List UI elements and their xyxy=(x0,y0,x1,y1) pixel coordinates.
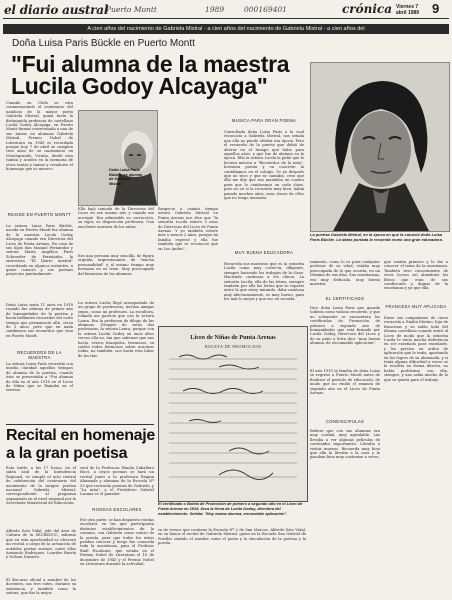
certificate-title: Liceo de Niñas de Punta Arenas xyxy=(190,334,276,341)
headline-line-1: "Fui alumna de la maestra xyxy=(11,51,290,77)
handwritten-year: 1989 xyxy=(205,5,225,14)
archive-stamp: 000169401 xyxy=(244,5,287,14)
certificate-subtitle: BOLETA DE PROMOCION xyxy=(204,344,262,349)
issue-day: Viernes 7 xyxy=(396,4,419,10)
luisa-photo-caption: Doña Luisa Paris Bückle, ex alumna de Gabriela Mistral. xyxy=(109,168,143,186)
subhead-musica: MUSICA PARA GRAN POEMA xyxy=(231,118,297,123)
second-article-rule xyxy=(6,424,154,425)
subhead-recuerdos: RECUERDOS DE LA MAESTRA xyxy=(17,350,62,360)
subhead-reside: RESIDE EN PUERTO MONTT xyxy=(7,212,72,217)
subhead-muy-buena: MUY BUENA EDUCADORA xyxy=(234,250,294,255)
recital-paragraph-b: Alfredo Soto Vidal, jefe del área de Cultura de la SECREDUC, informó que en esta oportunidad se ofrecerá un recital a cargo de la actuación de notables poetas surinos, entre ellos Armando Rodríguez, Lourdes Barría y Nelson Navarro. xyxy=(6,529,76,560)
recital-paragraph-c: El discurso oficial a nombre de los docentes, sus tres vates, durante su existencia, y también como la señora, que fue la mejor. xyxy=(6,578,76,596)
portrait-caption: La poetisa Gabriela Mistral, en la época en que la conoció doña Luisa Paris Bückle. La dama portada la recuerda como una gran educadora. xyxy=(310,232,443,242)
col2-paragraph-a: Ella bajó tomada de la Directora del Liceo en ese mismo año y cuando me acerqué. Era admirable su corrección, su rigor, su disposición profesora. Una excelente maestra de los niñas. xyxy=(78,207,154,229)
col2-paragraph-b: Era una persona muy sencilla, de figura erguida, impresionante, de "mucha personalidad" y al mismo tiempo muy hermosa en su trato. Muy preocupada del bienestar de las alumnas. xyxy=(78,254,154,276)
col5-paragraph-cert: Dice doña Luisa Paris que guarda todavía como valioso recuerdo, y que no solamente se encuentran los certificados de Promoción de primero a segundo año de humanidades que está firmado por Lucila Godoy, Directora del Liceo y de su puño y letra dice "muy buena alumna, de encomiable aplicación". xyxy=(310,306,380,346)
luisa-portrait-illustration xyxy=(79,111,157,205)
col4-paragraph-a: Consultada doña Luisa Paris a la cual reconocía a Gabriela Mistral, nos señala que ella no puede olvidar esa época. Pero el recuerdo de la puerta que debió de alterar en el tiempo que hubo para aquellos años, y que fue de alumna en la época. Ella la señora Lucila la pidió que le hiciera música a "Recuerdos de la niña", hermosa poesía y en concreto la cantábamos en el colegio. Yo ya después que no tuvo y que se cantaba; creo que ella me dijo que nos mandaba un cuento para que lo cantáramos en cada clase, pero no sé si la recuerda muy bien, había pasado muchos años, esas clases de ellos que no tengo memoria. xyxy=(224,130,304,201)
subhead-rondas: RONDAS ESCOLARES xyxy=(92,507,142,512)
headline-line-2: Lucila Godoy Alcayaga" xyxy=(11,73,268,99)
col2-paragraph-c: La señora Lucila llegó acompañada de un grupo de profesoras, incluso amigas suyas, como mi profesora. La escultora, Iolanda me parecía que con la señora Laura. Era la profesora de dibujo de las alumnas. Después de estas dos profesoras, la señora Laura, porque con la señora Lucila Godoy en unos altos versos ella no, tan que sabemos que nos hacía, versos tranquilos, hermosos, su cariño todos hermosos sobre nosotras todas, no también, nos hacía esta labor de las tías. xyxy=(78,301,154,358)
masthead-rule xyxy=(3,18,449,19)
subhead-certificado: EL CERTIFICADO xyxy=(325,296,365,301)
page-number: 9 xyxy=(432,1,440,16)
certificate-lines xyxy=(159,351,307,499)
portrait-illustration xyxy=(311,63,449,231)
col6-paragraph-a: que estaba primero y le dio a conocer el tema de la enseñanza. También tuvo conocimiento de otros Liceos así abandonó los libros que eran de sus condiciones y dignas de la enseñanza y ya que ella. xyxy=(384,260,448,291)
reside-paragraph: La señora Luisa Paris Bückle, nacida en Puerto Montt fue alumna de la maestra Lucila Godoy Alcayaga cuando era Directora del Liceo de Punta Arenas. En casa de sus hijos don Manuel Fernández y señora María Angélica Paris Schroeder de Fernández, la entrevista "El Diario Austral" recordando en algunos instantes, a quien conoció y sus poemas proyectos puntualmente. xyxy=(6,224,73,277)
recital-col2-paragraph: será de la Profesora Wanda Caballero Ricci, a cuyos poemas se hará un recital junto a la profesora Regina Ahumada y alumnas de la Escuela Nº 53 que recitarán poemas de Gabriela, y "La niña", y el Presbítero Gabriel Lizama es el ganador. xyxy=(80,466,154,497)
certificate-document xyxy=(158,326,308,502)
subhead-francesa: FRANCESA MUY APLICADA xyxy=(385,304,447,309)
col6-paragraph-francesa: Entre sus compañeras de curso recuerda a Emilia Merino, hija de francesas y su salón todo del idioma castellano cuando entró al Liceo de modo que la señorita Lucila le tenía mucha deferencia en ser enseñado para enseñarle, y les preciso en orden de aplicación que le tenía, apartando en los logros de su alumnada, y si tenía alguna dificultad a veces se le resolvía en forma directa, no había problemas con ella, siempre, y uno sabía mucho de lo que se quería para el trabajo. xyxy=(384,316,448,382)
col1-paragraph-b: Doña Luisa tenía 11 años en 1918 cuando fue alumna de primer año de humanidades de la poetisa y hacía brillantes recuerdos del corto tiempo que permaneció allá, cerca de 2 años, pero que en nada cambiaron sus recuerdos que vino en Puerto Montt. xyxy=(6,303,73,338)
recital-paragraph-a: Esta tarde, a las 17 horas, en el salón azul de la Intendencia Regional, se cumple el acto central de celebración del centenario del nacimiento de la insigne poetisa nacional Gabriela Mistral, correspondiente al programa organizado en el nivel regional por la Secretaría Ministerial de Educación. xyxy=(6,466,76,506)
col3-paragraph-a: Respecto a cuánto tiempo estuvo Gabriela Mistral en Punta Arenas nos dice que "la señorita Lucila estuvo 3 años de Directora del Liceo de Punta Arenas. Y yo también estuve más o menos 2 años, porque mi familia regresó y ella fue también que se reconoció que en Los Andes". xyxy=(158,207,218,251)
masthead xyxy=(0,0,452,22)
certificate-caption: El certificado o Boleta de Promoción de primero a segundo año en el Liceo de Punta Arenas en 1919, lleva la firma de Lucila Godoy, directora del establecimiento. Señala: "Muy buena alumna, enromiable aplicación". xyxy=(158,501,303,516)
banner-text: A cien años del nacimiento de Gabriela Mistral - a cien años del nacimiento de Gabriela Mistral - a cien años del xyxy=(87,26,365,32)
gabriela-mistral-portrait xyxy=(310,62,450,232)
col4-paragraph-muy: Recuerda sus maestras que es la señorita Lucila como muy correcta, diligente, siempre haciendo los trabajos de la clase. Haciendo cariñosas a los chicos. La señorita Lucila; ella de las letras, siempre también por ella las letras que se reparte entre la que estoy mirando, daba cariñosa muy afectuosamente, es muy bueno, para los más lo mejor y que eso en escuela. xyxy=(224,262,304,302)
second-headline-line-2: a la gran poetisa xyxy=(6,445,128,462)
subhead-condiscipulas: CONDISCIPULAS xyxy=(325,419,365,424)
col5-paragraph-a: tamiento, como lo es para cualquier profesor de su edad, estaba muy preocupada de lo que ocurría, en un término de sus días. Sus enseñanzas, era muy dedicada, muy buena maestra. xyxy=(310,260,380,287)
second-headline-line-1: Recital en homenaje xyxy=(6,427,156,444)
kicker: Doña Luisa Paris Bückle en Puerto Montt xyxy=(12,38,195,49)
paper-name: el diario austral xyxy=(4,3,109,17)
recuerdos-paragraph: La señora Luisa Paris recuerda con mucha claridad aquellos tiempos de alumna de la poetisa, cuando ésta se presentaba a "Fui alumna de ella en el año 1918 en el Liceo de Niñas que se llamaba en el terreno. xyxy=(6,362,73,393)
rondas-paragraph: Por otra parte, se han dispuesto rondas escolares en las que participarán distintos establecimientos de la comuna, con Gabriela como centro de la poesía, para que todos los niños puedan conocer y luego fue conocida toda la enseñanza, para el Profesor Raúl Escalante, que estaba en el Premio Nobel de Literatura el 10 de diciembre de 1945 y el Premio Nobel en Literatura durante la actividad. xyxy=(80,518,154,567)
col5-paragraph-cond: Refiere que con sus alumnas era muy cordial, muy agradable. Las llevaba a ver algunas películas de contenidos importantes. Llevaba a visitar museos. Recuerda muy bien que ella la llevaba a la casa y la pasaban bien muy contentas a veces. xyxy=(310,429,380,460)
centenary-banner xyxy=(3,24,449,34)
recital-col3-paragraph: ra de versos que contiene la Escuela Nº 2 de San Marcos. Alfredo Soto Vidal, en su honor el recital de Gabriela Mistral, quien en la Escuela San Gabriel de Pozillos sentido el nombre como el poeta y la vinculación de la poetisa y la poesía. xyxy=(158,528,306,546)
issue-date: abril 1989 xyxy=(396,10,420,16)
section-name: crónica xyxy=(342,2,392,16)
luisa-paris-photo xyxy=(78,110,158,206)
handwritten-city: Puerto Montt xyxy=(106,5,157,14)
intro-paragraph: Cuando en Chile se esta conmemorando el centenario del natalicio de la mayor poeta Gabriela Mistral, quien fuera la distinguida profesora de castellano Lucila Godoy Alcayaga, en Puerto Montt fuimos entrevistada a una de sus tantas ex alumnas Gabriela Mistral, Premio Nobel de Literatura en 1945 es recordada porque hoy 7 de abril se cumplen cien años de su nacimiento en Montegrande, Vicuña, desde esta tumba y acudes en la memoria de otros tantas y tantos y creadores el homenaje que se merece. xyxy=(6,101,73,172)
col5-paragraph-b: El año 1919 la familia de doña Luisa se regresó a Puerto Montt antes de finalizar el período de educación, de modo que no rindió el examen de segundo año en el Liceo de Punta Arenas. xyxy=(310,369,380,396)
